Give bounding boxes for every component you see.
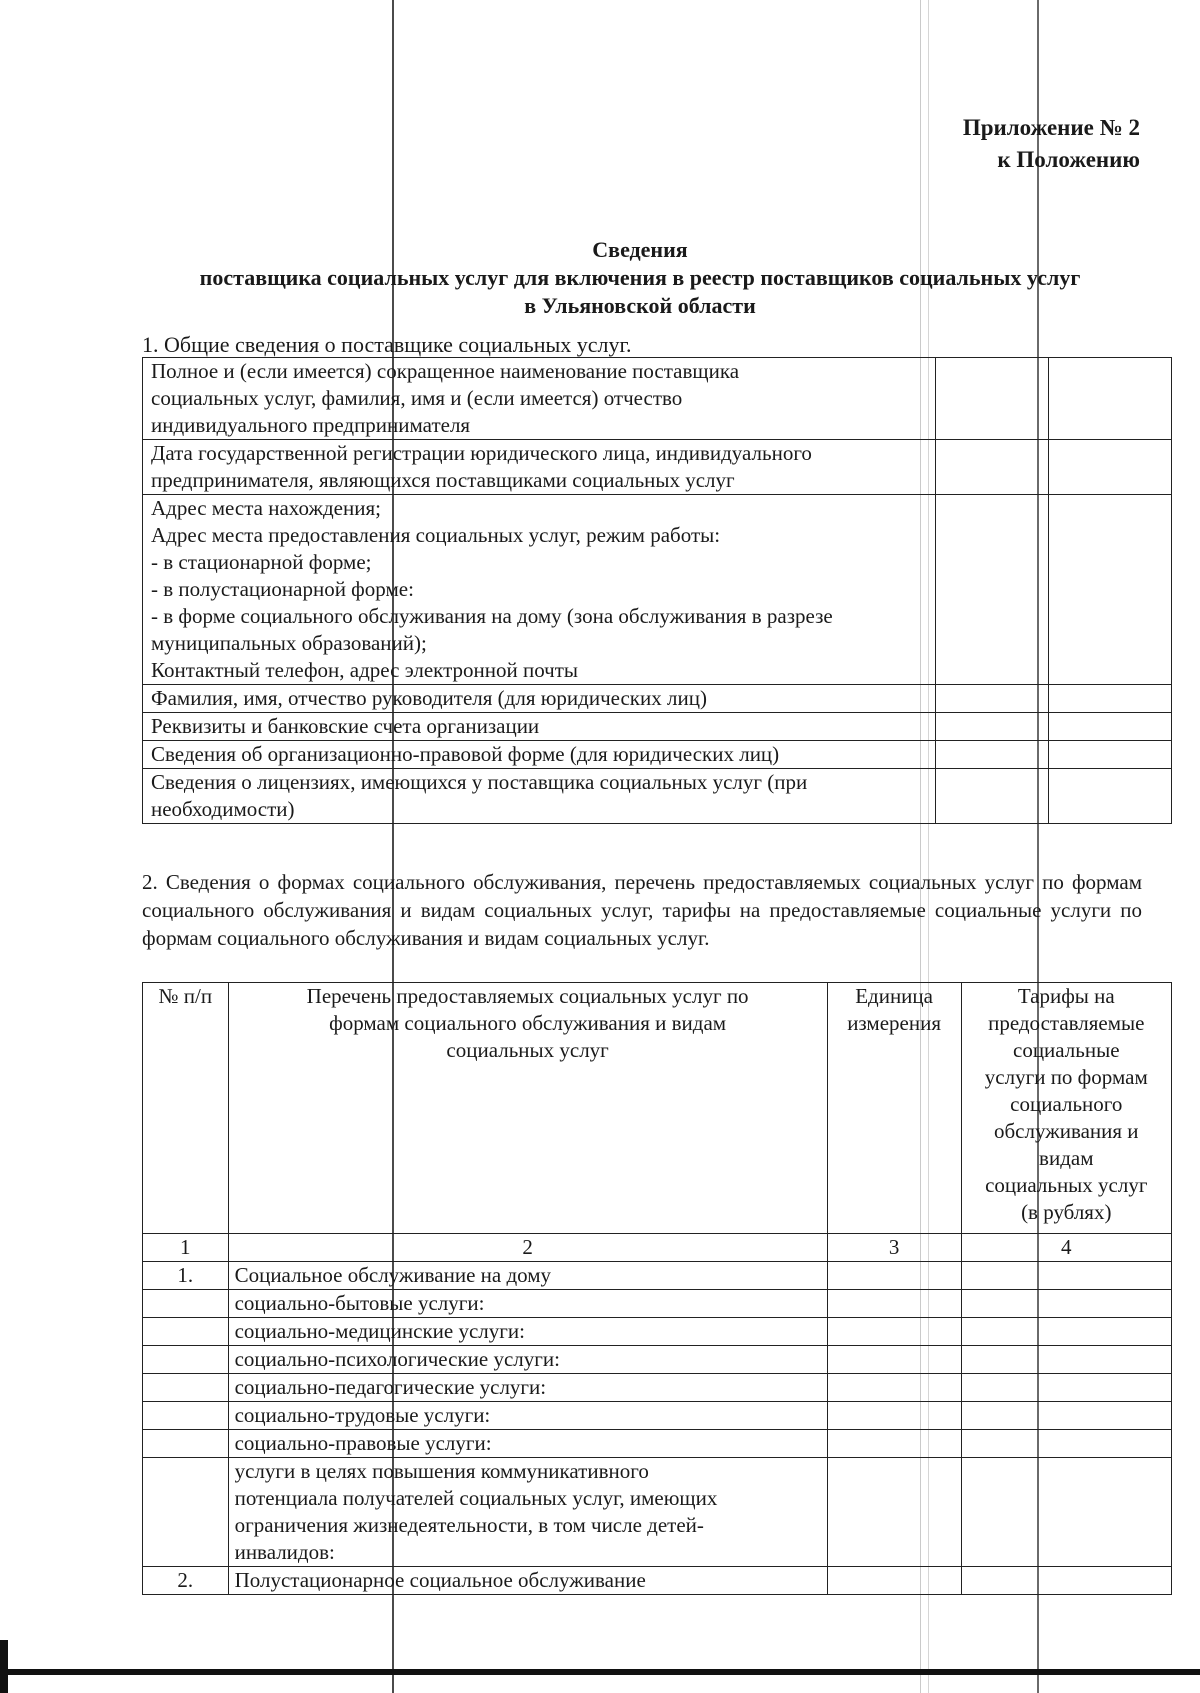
service-row-unit bbox=[827, 1290, 961, 1318]
service-row bbox=[143, 1458, 1172, 1567]
general-info-row bbox=[143, 769, 1172, 824]
general-info-label: Дата государственной регистрации юридического лица, индивидуального предпринимателя, являющихся поставщиками социальных услуг bbox=[143, 440, 936, 495]
services-table bbox=[142, 982, 1172, 1595]
general-info-row bbox=[143, 713, 1172, 741]
appendix-label bbox=[963, 112, 1140, 176]
service-row-name: социально-психологические услуги: bbox=[228, 1346, 827, 1374]
service-row bbox=[143, 1262, 1172, 1290]
general-info-value bbox=[935, 440, 1048, 495]
general-info-row bbox=[143, 741, 1172, 769]
service-row-tariff bbox=[961, 1430, 1171, 1458]
general-info-label: Адрес места нахождения; Адрес места предоставления социальных услуг, режим работы: - в стационарной форме; - в полустационарной форме: - в форме социального обслуживания на дому (зона обслуживания в разрезе муниципальных образований); Контактный телефон, адрес электронной почты bbox=[143, 495, 936, 685]
general-info-value bbox=[935, 358, 1048, 440]
service-row-num: 1. bbox=[143, 1262, 229, 1290]
general-info-value bbox=[935, 713, 1048, 741]
service-row-unit bbox=[827, 1346, 961, 1374]
general-info-value bbox=[935, 741, 1048, 769]
service-row-name: социально-правовые услуги: bbox=[228, 1430, 827, 1458]
service-row-name: социально-трудовые услуги: bbox=[228, 1402, 827, 1430]
services-table-header bbox=[143, 983, 1172, 1234]
header-num: № п/п bbox=[143, 983, 229, 1234]
title-line-2: поставщика социальных услуг для включения в реестр поставщиков социальных услуг bbox=[199, 265, 1081, 290]
general-info-value bbox=[935, 495, 1048, 685]
column-number: 3 bbox=[827, 1234, 961, 1262]
header-tariff: Тарифы на предоставляемые социальные услуги по формам социального обслуживания и видам социальных услуг (в рублях) bbox=[961, 983, 1171, 1234]
service-row bbox=[143, 1374, 1172, 1402]
general-info-row bbox=[143, 495, 1172, 685]
general-info-value bbox=[1049, 358, 1172, 440]
service-row-unit bbox=[827, 1262, 961, 1290]
general-info-label: Полное и (если имеется) сокращенное наименование поставщика социальных услуг, фамилия, имя и (если имеется) отчество индивидуального предпринимателя bbox=[143, 358, 936, 440]
service-row-tariff bbox=[961, 1567, 1171, 1595]
service-row bbox=[143, 1318, 1172, 1346]
scan-bottom-edge bbox=[0, 1669, 1200, 1675]
service-row-num: 2. bbox=[143, 1567, 229, 1595]
general-info-row bbox=[143, 685, 1172, 713]
general-info-value bbox=[1049, 685, 1172, 713]
general-info-value bbox=[935, 769, 1048, 824]
service-row bbox=[143, 1402, 1172, 1430]
service-row-name: социально-медицинские услуги: bbox=[228, 1318, 827, 1346]
title-line-3: в Ульяновской области bbox=[524, 293, 756, 318]
title-line-1: Сведения bbox=[592, 237, 688, 262]
scan-left-edge bbox=[0, 1640, 8, 1693]
service-row-unit bbox=[827, 1402, 961, 1430]
service-row-tariff bbox=[961, 1458, 1171, 1567]
general-info-value bbox=[1049, 741, 1172, 769]
service-row-num bbox=[143, 1346, 229, 1374]
service-row bbox=[143, 1346, 1172, 1374]
service-row-num bbox=[143, 1374, 229, 1402]
service-row-unit bbox=[827, 1374, 961, 1402]
service-row-num bbox=[143, 1402, 229, 1430]
section-2-paragraph: 2. Сведения о формах социального обслуживания, перечень предоставляемых социальных услуг по формам социального обслуживания и видам социальных услуг, тарифы на предоставляемые социальные услуги по формам социального обслуживания и видам социальных услуг. bbox=[142, 870, 1142, 950]
service-row-tariff bbox=[961, 1318, 1171, 1346]
general-info-label: Сведения об организационно-правовой форме (для юридических лиц) bbox=[143, 741, 936, 769]
service-row-unit bbox=[827, 1318, 961, 1346]
service-row-name: Социальное обслуживание на дому bbox=[228, 1262, 827, 1290]
general-info-row bbox=[143, 440, 1172, 495]
service-row-unit bbox=[827, 1458, 961, 1567]
service-row bbox=[143, 1430, 1172, 1458]
service-row-num bbox=[143, 1430, 229, 1458]
service-row-tariff bbox=[961, 1290, 1171, 1318]
service-row-name: социально-педагогические услуги: bbox=[228, 1374, 827, 1402]
general-info-value bbox=[935, 685, 1048, 713]
general-info-label: Сведения о лицензиях, имеющихся у поставщика социальных услуг (при необходимости) bbox=[143, 769, 936, 824]
general-info-value bbox=[1049, 440, 1172, 495]
service-row-name: услуги в целях повышения коммуникативного потенциала получателей социальных услуг, имеющих ограничения жизнедеятельности, в том числе детей- инвалидов: bbox=[228, 1458, 827, 1567]
column-numbers-row bbox=[143, 1234, 1172, 1262]
service-row bbox=[143, 1567, 1172, 1595]
general-info-row bbox=[143, 358, 1172, 440]
general-info-label: Фамилия, имя, отчество руководителя (для юридических лиц) bbox=[143, 685, 936, 713]
service-row bbox=[143, 1290, 1172, 1318]
document-title bbox=[140, 236, 1140, 320]
service-row-tariff bbox=[961, 1374, 1171, 1402]
column-number: 1 bbox=[143, 1234, 229, 1262]
service-row-unit bbox=[827, 1430, 961, 1458]
general-info-value bbox=[1049, 713, 1172, 741]
service-row-unit bbox=[827, 1567, 961, 1595]
appendix-line-1: Приложение № 2 bbox=[962, 115, 1140, 140]
service-row-tariff bbox=[961, 1402, 1171, 1430]
service-row-num bbox=[143, 1458, 229, 1567]
header-name: Перечень предоставляемых социальных услуг по формам социального обслуживания и видам социальных услуг bbox=[228, 983, 827, 1234]
section-1-heading: 1. Общие сведения о поставщике социальных услуг. bbox=[142, 332, 632, 357]
service-row-tariff bbox=[961, 1262, 1171, 1290]
service-row-tariff bbox=[961, 1346, 1171, 1374]
column-number: 4 bbox=[961, 1234, 1171, 1262]
general-info-table bbox=[142, 357, 1172, 824]
column-number: 2 bbox=[228, 1234, 827, 1262]
header-unit: Единица измерения bbox=[827, 983, 961, 1234]
appendix-line-2: к Положению bbox=[997, 147, 1140, 172]
general-info-label: Реквизиты и банковские счета организации bbox=[143, 713, 936, 741]
service-row-name: Полустационарное социальное обслуживание bbox=[228, 1567, 827, 1595]
general-info-value bbox=[1049, 769, 1172, 824]
service-row-name: социально-бытовые услуги: bbox=[228, 1290, 827, 1318]
general-info-value bbox=[1049, 495, 1172, 685]
service-row-num bbox=[143, 1290, 229, 1318]
service-row-num bbox=[143, 1318, 229, 1346]
